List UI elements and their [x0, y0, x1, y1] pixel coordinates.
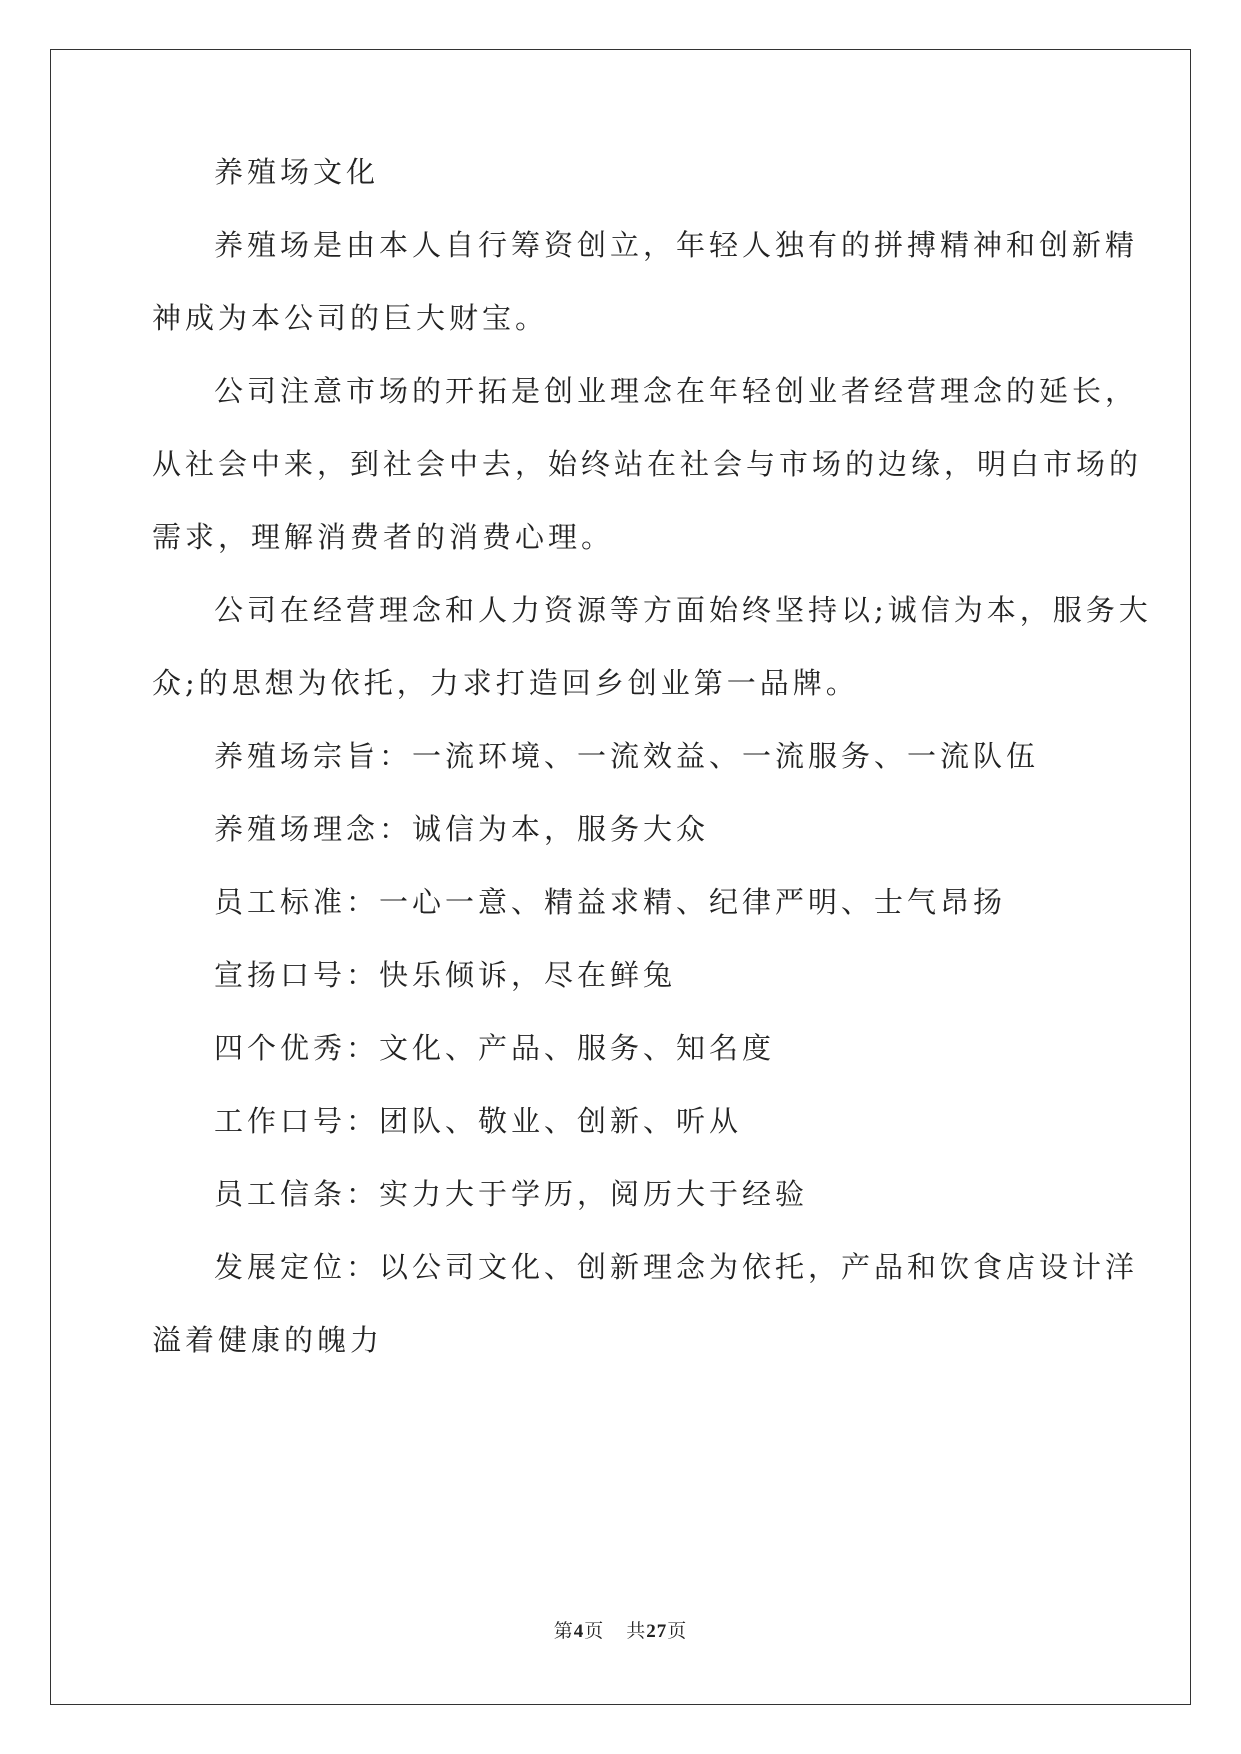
paragraph-line: 员工标准：一心一意、精益求精、纪律严明、士气昂扬 — [214, 885, 1007, 919]
paragraph-line: 四个优秀：文化、产品、服务、知名度 — [214, 1031, 776, 1065]
paragraph-line: 员工信条：实力大于学历，阅历大于经验 — [214, 1177, 809, 1211]
footer-page-prefix: 第 — [553, 1621, 574, 1642]
paragraph-line: 发展定位：以公司文化、创新理念为依托，产品和饮食店设计洋 — [214, 1250, 1139, 1284]
paragraph-line: 需求，理解消费者的消费心理。 — [152, 520, 615, 554]
paragraph-line: 养殖场是由本人自行筹资创立，年轻人独有的拼搏精神和创新精 — [214, 228, 1139, 262]
paragraph-line: 溢着健康的魄力 — [152, 1323, 384, 1357]
paragraph-line: 工作口号：团队、敬业、创新、听从 — [214, 1104, 743, 1138]
paragraph-line: 公司在经营理念和人力资源等方面始终坚持以;诚信为本，服务大 — [214, 593, 1152, 627]
paragraph-line: 公司注意市场的开拓是创业理念在年轻创业者经营理念的延长， — [214, 374, 1139, 408]
section-heading: 养殖场文化 — [214, 155, 380, 189]
paragraph-line: 养殖场宗旨：一流环境、一流效益、一流服务、一流队伍 — [214, 739, 1040, 773]
footer-page-number: 4 — [573, 1621, 585, 1642]
footer-total-pages: 27 — [646, 1621, 668, 1642]
footer-page-suffix: 页 — [584, 1621, 605, 1642]
paragraph-line: 从社会中来，到社会中去，始终站在社会与市场的边缘，明白市场的 — [152, 447, 1143, 481]
page-footer — [0, 1616, 1241, 1643]
paragraph-line: 宣扬口号：快乐倾诉，尽在鲜兔 — [214, 958, 677, 992]
footer-total-prefix: 共 — [626, 1621, 647, 1642]
paragraph-line: 养殖场理念：诚信为本，服务大众 — [214, 812, 710, 846]
paragraph-line: 神成为本公司的巨大财宝。 — [152, 301, 549, 335]
paragraph-line: 众;的思想为依托，力求打造回乡创业第一品牌。 — [152, 666, 859, 700]
footer-total-suffix: 页 — [667, 1621, 688, 1642]
